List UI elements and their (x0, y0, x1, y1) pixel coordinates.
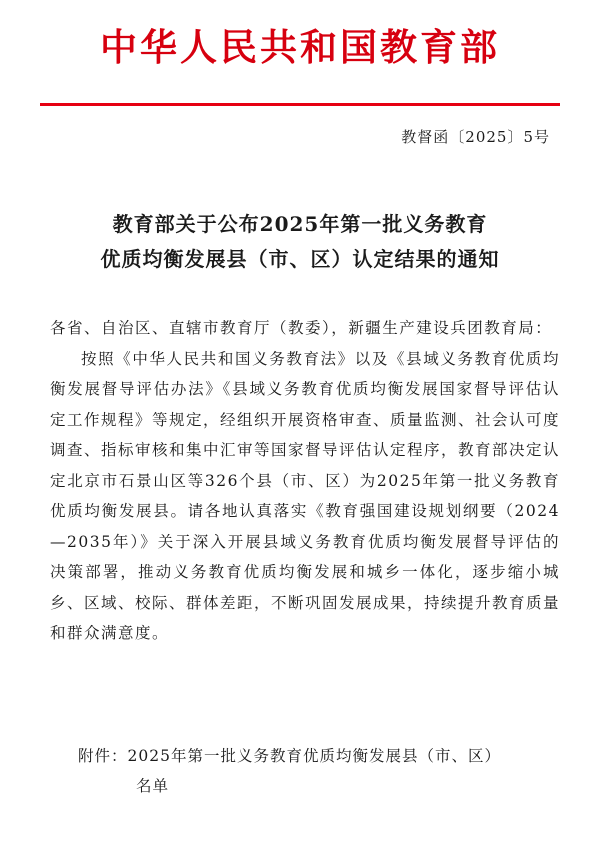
title-line-1: 教育部关于公布2025年第一批义务教育 (112, 212, 488, 236)
salutation: 各省、自治区、直辖市教育厅（教委），新疆生产建设兵团教育局： (50, 319, 553, 337)
attachment-line-2: 名单 (136, 777, 170, 795)
attachment-note (78, 741, 568, 801)
red-divider-line (40, 103, 560, 106)
title-line-2: 优质均衡发展县（市、区）认定结果的通知 (100, 247, 500, 271)
document-title (0, 207, 600, 277)
attachment-line-1: 附件：2025年第一批义务教育优质均衡发展县（市、区） (78, 747, 501, 765)
body-paragraph: 按照《中华人民共和国义务教育法》以及《县域义务教育优质均衡发展督导评估办法》《县域义务教育优质均衡发展国家督导评估认定工作规程》等规定，经组织开展资格审查、质量监测、社会认可度调查、指标审核和集中汇审等国家督导评估认定程序，教育部决定认定北京市石景山区等326个县（市、区）为2025年第一批义务教育优质均衡发展县。请各地认真落实《教育强国建设规划纲要（2024—2035年）》关于深入开展县域义务教育优质均衡发展督导评估的决策部署，推动义务教育优质均衡发展和城乡一体化，逐步缩小城乡、区域、校际、群体差距，不断巩固发展成果，持续提升教育质量和群众满意度。 (50, 349, 561, 642)
document-number: 教督函〔2025〕5号 (401, 128, 550, 146)
document-body (50, 313, 560, 649)
issuing-authority-header: 中华人民共和国教育部 (100, 26, 500, 69)
